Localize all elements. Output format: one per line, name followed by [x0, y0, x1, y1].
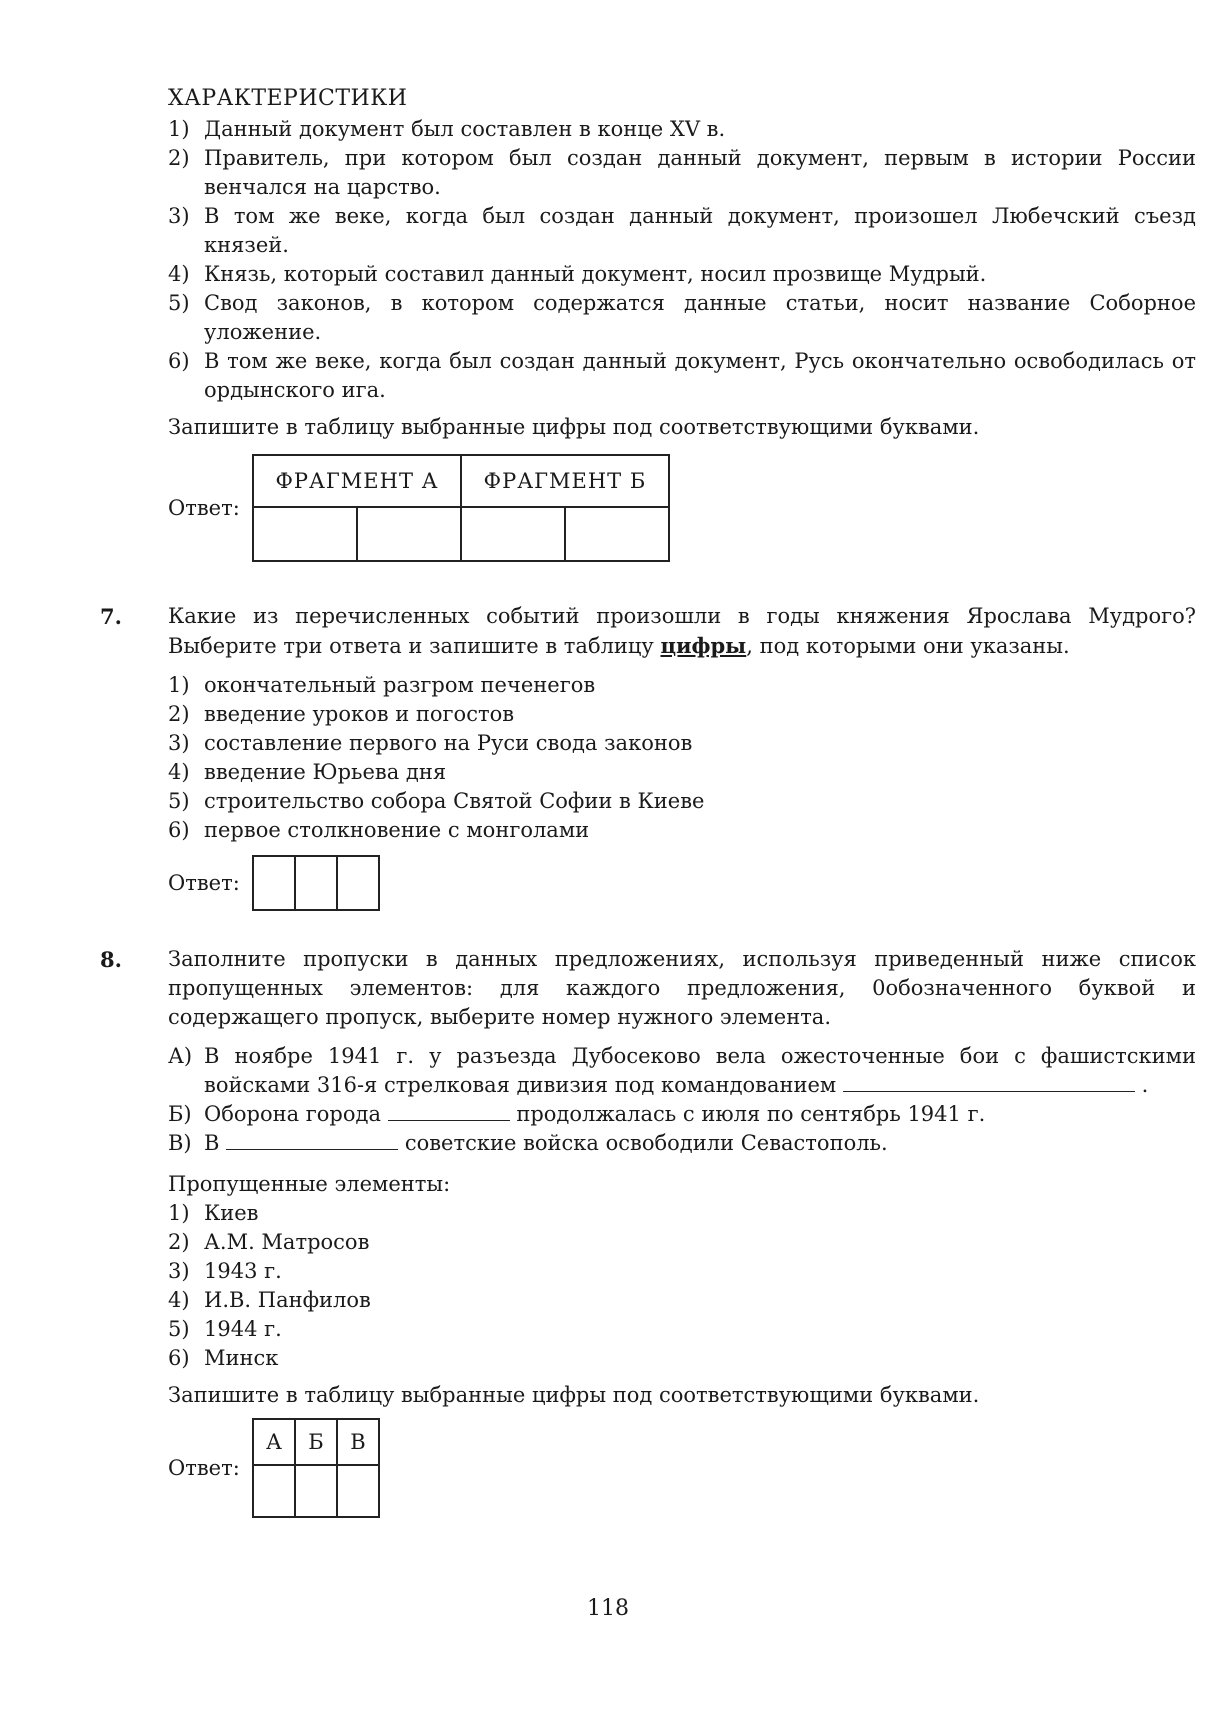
blank-a[interactable] [843, 1071, 1135, 1092]
answer-cell[interactable] [253, 1465, 295, 1517]
answer-block-7 [168, 855, 1196, 911]
options-list [168, 671, 1196, 845]
list-item: 1) окончательный разгром печенегов [168, 673, 596, 697]
characteristics-section [168, 84, 1196, 562]
question-number: 7. [100, 604, 122, 629]
instruction-text: Запишите в таблицу выбранные цифры под соответствующими буквами. [168, 1383, 980, 1407]
answer-block-6 [168, 454, 1196, 562]
answer-table-7 [252, 855, 380, 911]
characteristics-heading: ХАРАКТЕРИСТИКИ [168, 86, 408, 111]
missing-elements-title: Пропущенные элементы: [168, 1172, 451, 1196]
answer-cell[interactable] [253, 507, 357, 561]
question-text: Заполните пропуски в данных предложениях, используя приведенный ниже список пропущенных элементов: для каждого предложения, 0обозначенного буквой и содержащего пропуск, выберите номер нужного элемента. [168, 947, 1196, 1029]
sentence-b: Б) Оборона города продолжалась с июля по сентябрь 1941 г. [168, 1102, 986, 1126]
answer-cell[interactable] [295, 1465, 337, 1517]
list-item: 5) 1944 г. [168, 1317, 282, 1341]
list-item: 3) В том же веке, когда был создан данный документ, произошел Любечский съезд князей. [168, 204, 1196, 257]
blank-c[interactable] [226, 1129, 398, 1150]
answer-cell[interactable] [295, 856, 337, 910]
answer-cell[interactable] [357, 507, 461, 561]
sentence-a: А) В ноябре 1941 г. у разъезда Дубосеково вела ожесточенные бои с фашистскими войсками 316-я стрелковая дивизия под командованием . [168, 1044, 1196, 1097]
list-item: 2) Правитель, при котором был создан данный документ, первым в истории России венчался на царство. [168, 146, 1196, 199]
answer-cell[interactable] [337, 1465, 379, 1517]
list-item: 6) В том же веке, когда был создан данный документ, Русь окончательно освободилась от ордынского ига. [168, 349, 1196, 402]
page-content [100, 84, 1196, 1518]
list-item: 2) А.М. Матросов [168, 1230, 370, 1254]
answer-cell[interactable] [461, 507, 565, 561]
answer-table-fragments [252, 454, 670, 562]
answer-block-8 [168, 1418, 1196, 1518]
question-8 [100, 945, 1196, 1518]
answer-cell[interactable] [337, 856, 379, 910]
list-item: 1) Киев [168, 1201, 259, 1225]
question-7 [100, 602, 1196, 911]
header-fragment-b: ФРАГМЕНТ Б [461, 455, 669, 507]
question-text: Какие из перечисленных событий произошли в годы княжения Ярослава Мудрого? Выберите три ответа и запишите в таблицу цифры, под которыми они указаны. [168, 604, 1196, 658]
answer-label: Ответ: [168, 870, 240, 895]
header-letter-a: А [253, 1419, 295, 1465]
header-fragment-a: ФРАГМЕНТ А [253, 455, 461, 507]
answer-table-8 [252, 1418, 380, 1518]
list-item: 3) составление первого на Руси свода законов [168, 731, 693, 755]
question-number: 8. [100, 947, 122, 972]
list-item: 4) Князь, который составил данный документ, носил прозвище Мудрый. [168, 262, 987, 286]
list-item: 4) введение Юрьева дня [168, 760, 447, 784]
answer-label: Ответ: [168, 495, 240, 520]
answer-cell[interactable] [253, 856, 295, 910]
blank-b[interactable] [388, 1100, 510, 1121]
elements-list [168, 1199, 1196, 1373]
header-letter-b: Б [295, 1419, 337, 1465]
characteristics-list [168, 115, 1196, 405]
sentence-c: В) В советские войска освободили Севастополь. [168, 1131, 888, 1155]
sentences-list [168, 1042, 1196, 1158]
instruction-text: Запишите в таблицу выбранные цифры под соответствующими буквами. [168, 415, 980, 439]
list-item: 2) введение уроков и погостов [168, 702, 515, 726]
page-number: 118 [587, 1596, 629, 1621]
list-item: 5) строительство собора Святой Софии в Киеве [168, 789, 705, 813]
answer-cell[interactable] [565, 507, 669, 561]
header-letter-v: В [337, 1419, 379, 1465]
list-item: 6) первое столкновение с монголами [168, 818, 590, 842]
list-item: 4) И.В. Панфилов [168, 1288, 371, 1312]
list-item: 1) Данный документ был составлен в конце XV в. [168, 117, 726, 141]
list-item: 3) 1943 г. [168, 1259, 282, 1283]
list-item: 6) Минск [168, 1346, 279, 1370]
list-item: 5) Свод законов, в котором содержатся данные статьи, носит название Соборное уложение. [168, 291, 1196, 344]
answer-label: Ответ: [168, 1455, 240, 1480]
